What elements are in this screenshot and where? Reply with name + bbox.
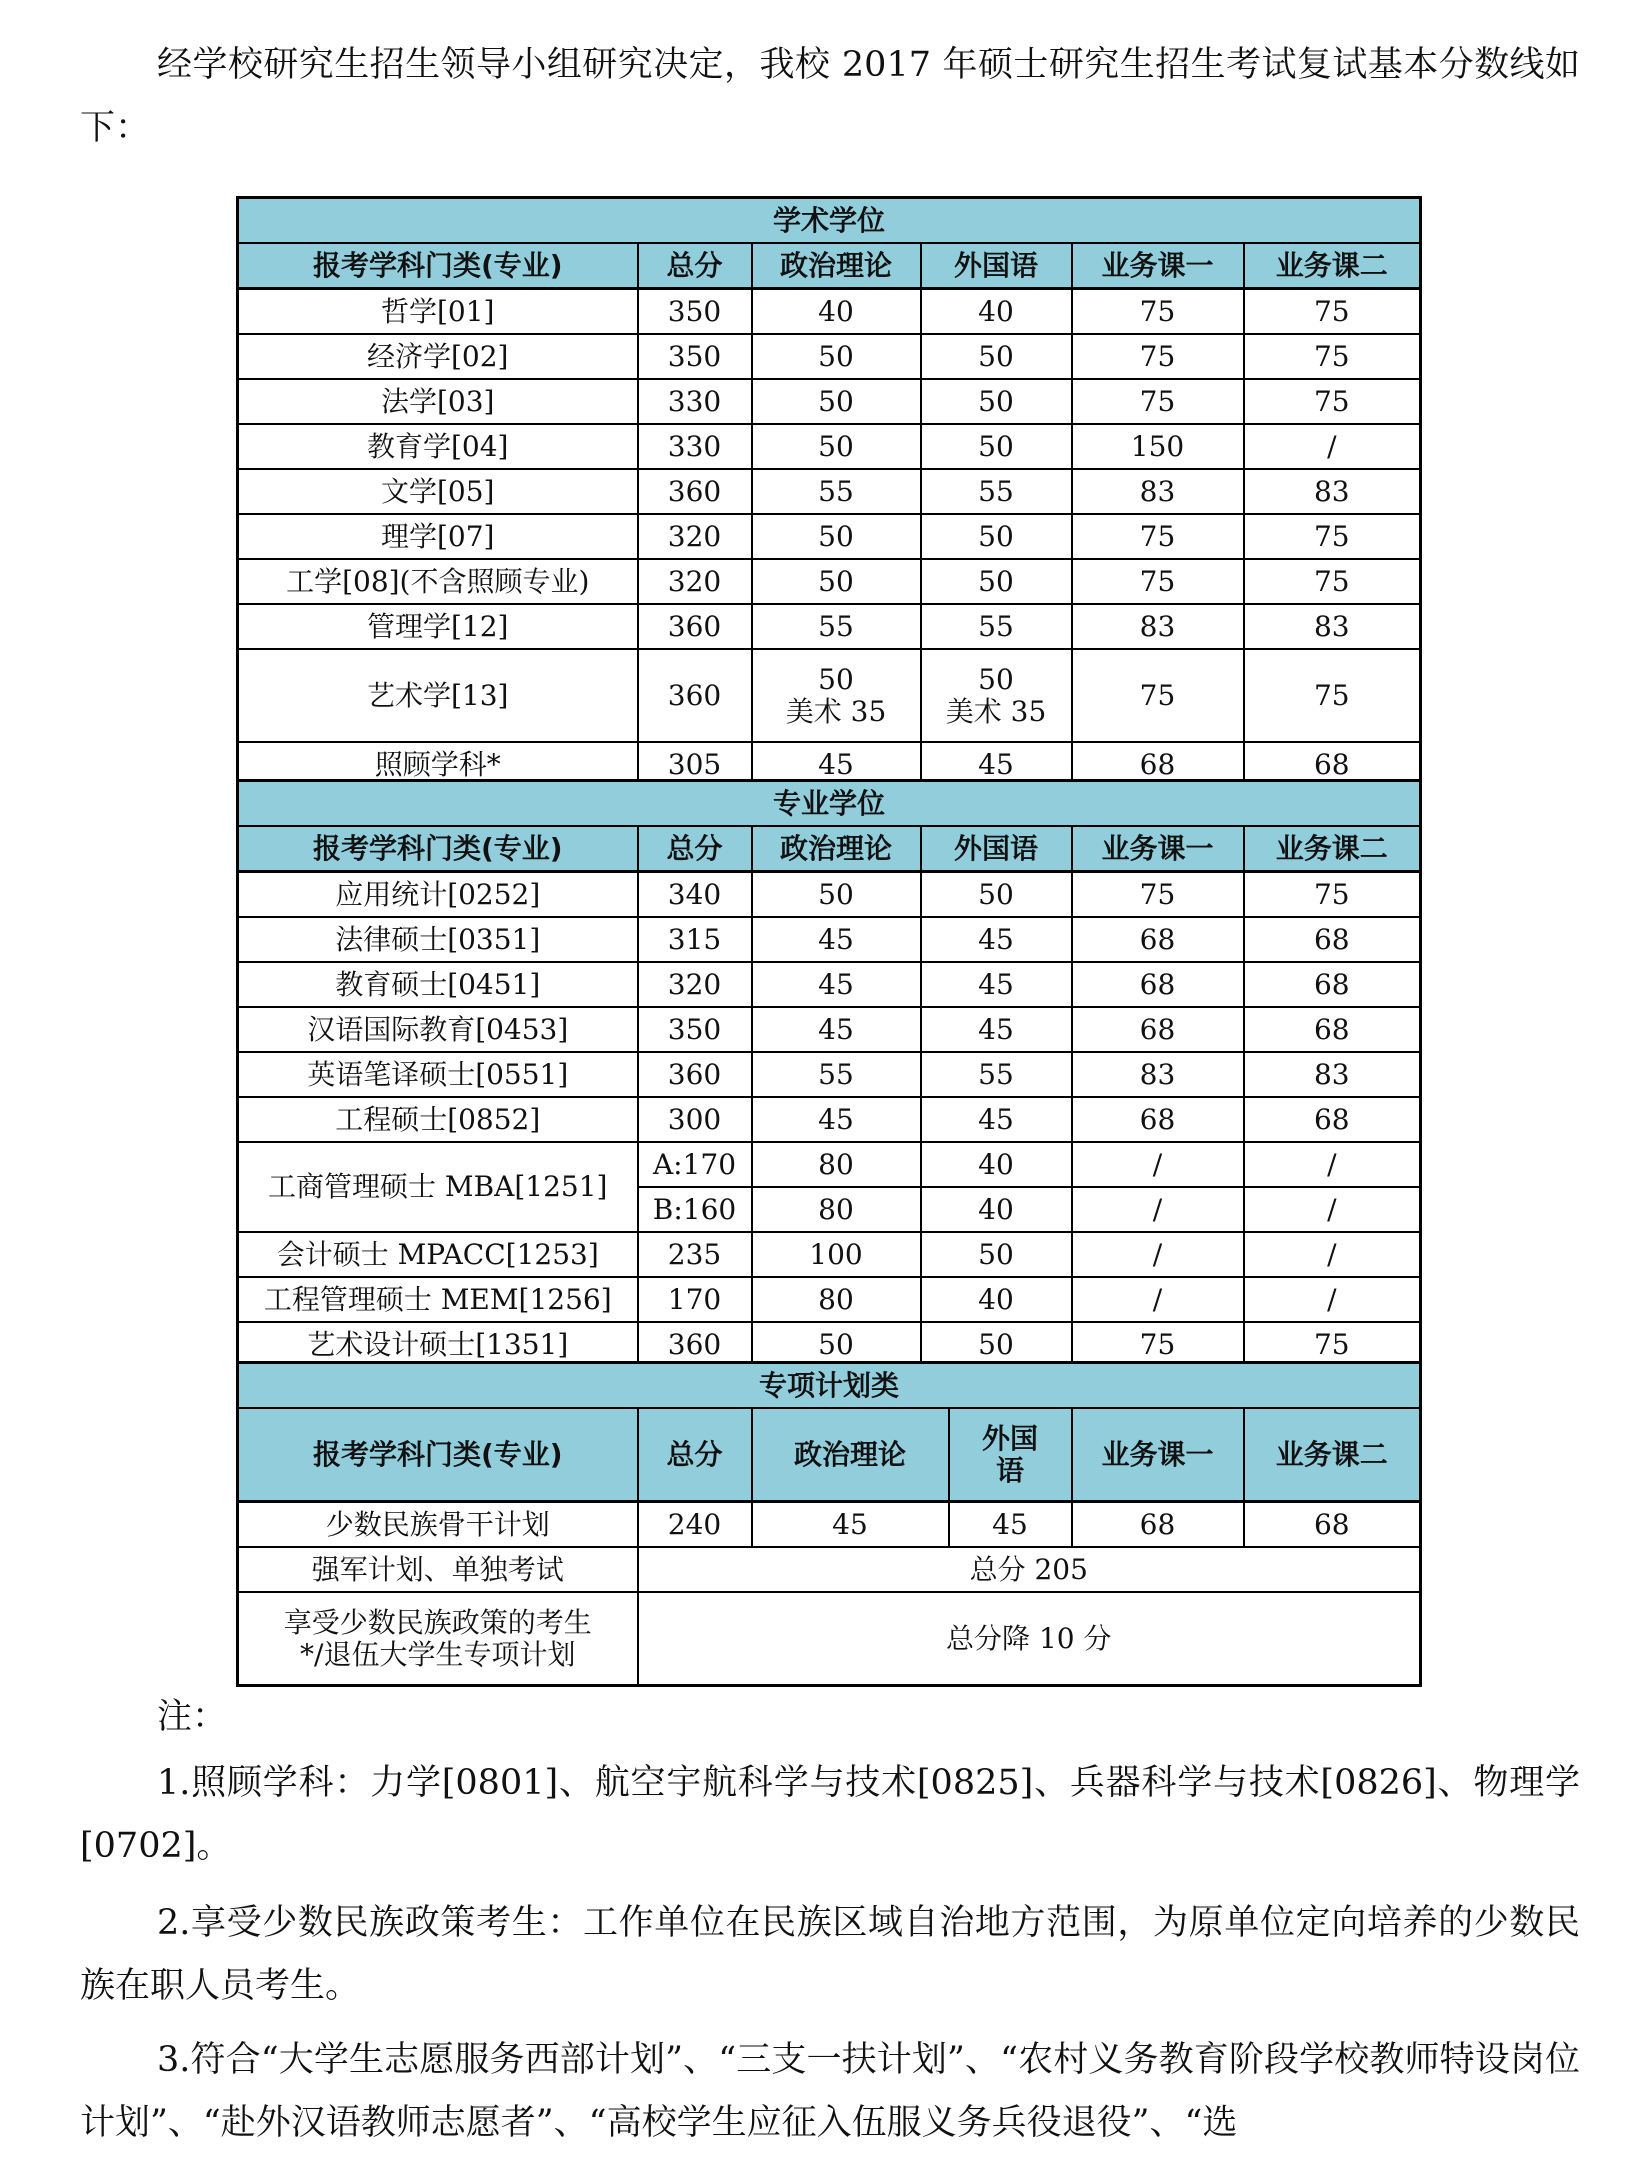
section-title-row [238,198,1421,244]
score-cell: 315 [638,917,752,962]
score-cell: 75 [1244,379,1421,424]
score-cell: / [1244,1187,1421,1232]
score-cell: 45 [921,917,1072,962]
special-plan-table [236,1361,1422,1687]
column-header: 报考学科门类(专业) [238,826,638,872]
score-cell: 40 [752,289,921,335]
score-cell: 55 [752,1052,921,1097]
score-cell: 68 [1244,742,1421,788]
score-cell: 50 [921,334,1072,379]
score-cell: 50 [921,559,1072,604]
merged-score-cell: 总分 205 [638,1547,1421,1592]
score-cell: 55 [921,1052,1072,1097]
header-row [238,243,1421,289]
table-row [238,1547,1421,1592]
subject-cell: 法律硕士[0351] [238,917,638,962]
table-row [238,289,1421,335]
column-header: 业务课一 [1072,826,1244,872]
score-cell: 45 [752,917,921,962]
professional-degree-table [236,779,1422,1369]
subject-cell: 管理学[12] [238,604,638,649]
score-cell: 55 [921,604,1072,649]
score-cell: 45 [921,1007,1072,1052]
score-cell: 80 [752,1142,921,1187]
column-header: 外国语 [921,243,1072,289]
score-cell: 75 [1244,872,1421,918]
subject-cell: 汉语国际教育[0453] [238,1007,638,1052]
score-cell: 68 [1072,917,1244,962]
score-cell: 80 [752,1187,921,1232]
subject-cell: 教育硕士[0451] [238,962,638,1007]
subject-cell: 少数民族骨干计划 [238,1502,638,1548]
score-cell: 50 [921,1232,1072,1277]
column-header: 政治理论 [752,243,921,289]
score-cell: / [1244,1277,1421,1322]
score-cell: 75 [1244,334,1421,379]
table-row [238,649,1421,742]
table-row [238,1052,1421,1097]
subject-cell: 强军计划、单独考试 [238,1547,638,1592]
score-cell: 68 [1072,962,1244,1007]
subject-cell: 照顾学科* [238,742,638,788]
subject-cell: 文学[05] [238,469,638,514]
score-cell: 75 [1072,1322,1244,1368]
score-cell: 68 [1244,1502,1421,1548]
score-cell: 75 [1244,1322,1421,1368]
score-cell: 360 [638,469,752,514]
score-cell: / [1072,1187,1244,1232]
score-cell: 45 [752,1007,921,1052]
score-cell: 330 [638,379,752,424]
score-cell: 83 [1244,604,1421,649]
score-cell: 68 [1072,1502,1244,1548]
score-cell: 45 [752,742,921,788]
score-cell: 83 [1072,469,1244,514]
score-cell: 45 [921,962,1072,1007]
table-row [238,962,1421,1007]
column-header: 业务课二 [1244,826,1421,872]
score-cell: 55 [752,469,921,514]
subject-cell: 工程管理硕士 MEM[1256] [238,1277,638,1322]
notes-label: 注： [157,1697,228,1737]
academic-degree-table [236,196,1422,789]
score-cell: 68 [1072,1007,1244,1052]
score-cell: 83 [1244,1052,1421,1097]
score-cell: 235 [638,1232,752,1277]
table-row [238,469,1421,514]
score-cell: 75 [1244,559,1421,604]
score-cell: 75 [1072,649,1244,742]
score-cell: 45 [752,1097,921,1142]
column-header: 业务课一 [1072,243,1244,289]
table-row [238,514,1421,559]
table-row [238,1097,1421,1142]
score-cell: 75 [1244,649,1421,742]
subject-cell: 英语笔译硕士[0551] [238,1052,638,1097]
score-cell: 75 [1072,289,1244,335]
score-cell: 240 [638,1502,752,1548]
score-cell: 50 [921,379,1072,424]
score-cell: 100 [752,1232,921,1277]
subject-cell: 应用统计[0252] [238,872,638,918]
subject-cell: 教育学[04] [238,424,638,469]
note-2: 2.享受少数民族政策考生：工作单位在民族区域自治地方范围，为原单位定向培养的少数民族在职人员考生。 [80,1903,1580,2006]
intro-paragraph: 经学校研究生招生领导小组研究决定，我校 2017 年硕士研究生招生考试复试基本分数线如下： [80,45,1580,148]
table-row [238,1277,1421,1322]
score-cell: 75 [1244,289,1421,335]
score-cell: 50 美术 35 [752,649,921,742]
score-cell: 45 [752,1502,949,1548]
column-header: 业务课二 [1244,1408,1421,1502]
table-row [238,1007,1421,1052]
note-3: 3.符合“大学生志愿服务西部计划”、“三支一扶计划”、“农村义务教育阶段学校教师特设岗位计划”、“赴外汉语教师志愿者”、“高校学生应征入伍服义务兵役退役”、“选 [80,2040,1580,2143]
subject-cell: 享受少数民族政策的考生 */退伍大学生专项计划 [238,1592,638,1686]
subject-cell: 法学[03] [238,379,638,424]
score-cell: 350 [638,334,752,379]
table-row [238,1232,1421,1277]
column-header: 报考学科门类(专业) [238,1408,638,1502]
score-cell: 320 [638,559,752,604]
table-row [238,1502,1421,1548]
score-cell: 55 [752,604,921,649]
score-cell: / [1072,1277,1244,1322]
score-cell: 75 [1072,559,1244,604]
subject-cell: 工商管理硕士 MBA[1251] [238,1142,638,1232]
score-cell: 50 [752,559,921,604]
score-cell: A:170 [638,1142,752,1187]
score-cell: 50 美术 35 [921,649,1072,742]
subject-cell: 艺术设计硕士[1351] [238,1322,638,1368]
score-cell: 68 [1072,742,1244,788]
score-cell: 300 [638,1097,752,1142]
column-header: 政治理论 [752,1408,949,1502]
score-cell: 330 [638,424,752,469]
score-cell: 75 [1072,872,1244,918]
score-cell: 45 [921,1097,1072,1142]
column-header: 政治理论 [752,826,921,872]
score-cell: 75 [1244,514,1421,559]
column-header: 业务课一 [1072,1408,1244,1502]
score-cell: 350 [638,289,752,335]
subject-cell: 工学[08](不含照顾专业) [238,559,638,604]
column-header: 外国 语 [949,1408,1072,1502]
subject-cell: 艺术学[13] [238,649,638,742]
score-cell: / [1244,424,1421,469]
score-cell: 50 [752,872,921,918]
column-header: 报考学科门类(专业) [238,243,638,289]
score-cell: 50 [921,872,1072,918]
score-cell: 40 [921,1142,1072,1187]
subject-cell: 哲学[01] [238,289,638,335]
score-cell: 83 [1072,1052,1244,1097]
section-title-row [238,1363,1421,1409]
score-cell: 50 [921,1322,1072,1368]
table-row [238,1142,1421,1187]
score-cell: 50 [752,334,921,379]
score-cell: 80 [752,1277,921,1322]
section-title: 专项计划类 [238,1363,1421,1409]
table-row [238,424,1421,469]
score-cell: 360 [638,1052,752,1097]
score-cell: 40 [921,1187,1072,1232]
section-title: 学术学位 [238,198,1421,244]
score-cell: 170 [638,1277,752,1322]
table-row [238,1592,1421,1686]
score-cell: 360 [638,1322,752,1368]
score-cell: / [1244,1232,1421,1277]
subject-cell: 经济学[02] [238,334,638,379]
score-cell: 150 [1072,424,1244,469]
score-cell: 68 [1244,917,1421,962]
table-row [238,604,1421,649]
score-cell: / [1072,1142,1244,1187]
score-cell: B:160 [638,1187,752,1232]
score-cell: 50 [752,514,921,559]
score-cell: 68 [1072,1097,1244,1142]
subject-cell: 会计硕士 MPACC[1253] [238,1232,638,1277]
table-row [238,379,1421,424]
score-cell: 45 [949,1502,1072,1548]
score-cell: 40 [921,1277,1072,1322]
column-header: 业务课二 [1244,243,1421,289]
score-cell: 75 [1072,379,1244,424]
score-cell: 83 [1072,604,1244,649]
score-cell: 68 [1244,1007,1421,1052]
score-cell: 350 [638,1007,752,1052]
score-cell: 50 [752,379,921,424]
column-header: 总分 [638,826,752,872]
score-cell: 50 [752,1322,921,1368]
score-cell: 50 [921,424,1072,469]
table-row [238,872,1421,918]
score-cell: 40 [921,289,1072,335]
score-cell: 83 [1244,469,1421,514]
subject-cell: 工程硕士[0852] [238,1097,638,1142]
subject-cell: 理学[07] [238,514,638,559]
table-row [238,917,1421,962]
score-cell: 75 [1072,514,1244,559]
score-cell: 68 [1244,1097,1421,1142]
note-1: 1.照顾学科：力学[0801]、航空宇航科学与技术[0825]、兵器科学与技术[0826]、物理学[0702]。 [80,1763,1580,1866]
score-cell: / [1244,1142,1421,1187]
score-cell: 75 [1072,334,1244,379]
score-cell: 45 [752,962,921,1007]
table-row [238,334,1421,379]
score-cell: 68 [1244,962,1421,1007]
score-cell: 55 [921,469,1072,514]
table-row [238,559,1421,604]
section-title-row [238,781,1421,827]
column-header: 外国语 [921,826,1072,872]
column-header: 总分 [638,243,752,289]
score-cell: 50 [921,514,1072,559]
header-row [238,826,1421,872]
score-cell: 360 [638,649,752,742]
score-cell: 50 [752,424,921,469]
section-title: 专业学位 [238,781,1421,827]
merged-score-cell: 总分降 10 分 [638,1592,1421,1686]
score-cell: 360 [638,604,752,649]
score-cell: / [1072,1232,1244,1277]
header-row [238,1408,1421,1502]
column-header: 总分 [638,1408,752,1502]
score-cell: 340 [638,872,752,918]
score-cell: 45 [921,742,1072,788]
score-cell: 320 [638,514,752,559]
score-cell: 320 [638,962,752,1007]
score-cell: 305 [638,742,752,788]
